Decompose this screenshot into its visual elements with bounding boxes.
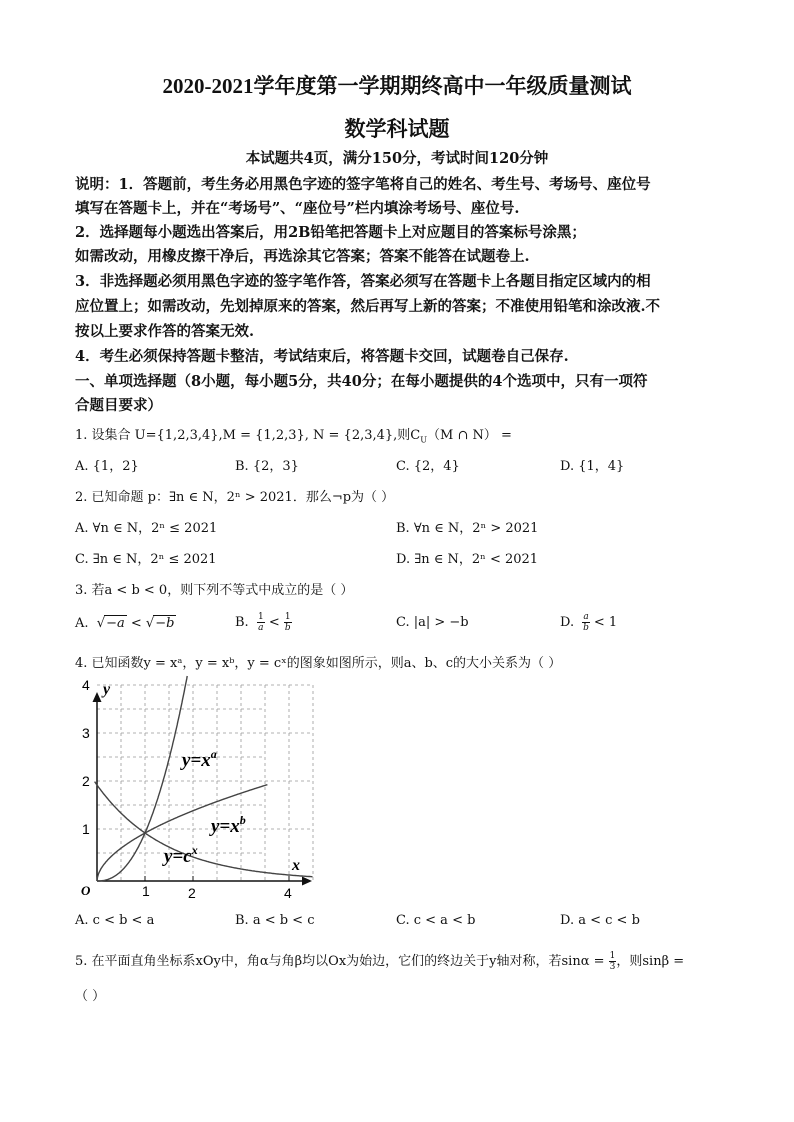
- q5-answer-blank: （ ）: [75, 989, 106, 1004]
- q3-d-label: D.: [560, 615, 575, 630]
- x-tick-4: 4: [284, 885, 292, 901]
- q3-d-frac: [582, 612, 589, 633]
- q3-b-frac-1: [257, 612, 265, 633]
- q2-option-c: C. ∃n ∈ N，2ⁿ ≤ 2021: [75, 552, 217, 567]
- question-1-stem: [75, 424, 512, 445]
- q4-option-d: D. a < c < b: [560, 913, 640, 928]
- q1-option-b: B. {2，3}: [235, 459, 299, 474]
- q5-frac-num: 1: [609, 951, 616, 961]
- q3-b-num-2: 1: [284, 612, 291, 622]
- x-axis-arrow: [302, 877, 312, 886]
- y-tick-1: 1: [82, 821, 90, 837]
- instruction-line-5: 3．非选择题必须用黑色字迹的签字笔作答，答案必须写在答题卡上各题目指定区域内的相: [75, 273, 651, 290]
- q3-option-b: [235, 612, 292, 633]
- q2-option-b: B. ∀n ∈ N，2ⁿ > 2021: [396, 521, 539, 536]
- label-cx-exp: x: [191, 843, 198, 857]
- instruction-line-6: 应位置上；如需改动，先划掉原来的答案，然后再写上新的答案；不准使用铅笔和涂改液.不: [75, 298, 661, 315]
- question-5-stem: [75, 950, 684, 972]
- q5-stem-tail: ，则sinβ =: [616, 954, 685, 969]
- section-heading: 一、单项选择题（8小题，每小题5分，共40分；在每小题提供的4个选项中，只有一项符: [75, 373, 648, 390]
- instruction-line-8: 4．考生必须保持答题卡整洁，考试结束后，将答题卡交回，试题卷自己保存.: [75, 348, 569, 365]
- q5-frac-den: 3: [609, 962, 616, 972]
- q3-b-den-1: a: [258, 623, 264, 633]
- instruction-line-4: 如需改动，用橡皮擦干净后，再选涂其它答案；答案不能答在试题卷上.: [75, 248, 530, 265]
- q3-b-lt: <: [268, 615, 280, 630]
- q3-a-radicand-1: −a: [106, 616, 125, 631]
- q3-a-radicand-2: −b: [155, 616, 175, 631]
- question-2-stem: 2. 已知命题 p：∃n ∈ N，2ⁿ > 2021．那么¬p为（ ）: [75, 490, 395, 505]
- section-heading-cont: 合题目要求）: [75, 397, 162, 414]
- q5-stem-text: 5. 在平面直角坐标系xOy中，角α与角β均以Ox为始边，它们的终边关于y轴对称，若sinα =: [75, 954, 605, 969]
- q3-option-d: [560, 612, 617, 633]
- x-tick-1: 1: [142, 883, 150, 899]
- q3-option-c: C. |a| > −b: [396, 615, 469, 630]
- q1-option-c: C. {2，4}: [396, 459, 460, 474]
- q3-d-tail: < 1: [593, 615, 618, 630]
- q3-a-label: A.: [75, 616, 89, 631]
- y-tick-2: 2: [82, 773, 90, 789]
- y-tick-3: 3: [82, 725, 90, 741]
- label-xb-exp: b: [239, 813, 246, 827]
- x-axis-label: x: [292, 857, 300, 874]
- question-3-stem: 3. 若a < b < 0，则下列不等式中成立的是（ ）: [75, 583, 354, 598]
- label-xb-base: y=x: [211, 816, 240, 837]
- q2-option-d: D. ∃n ∈ N，2ⁿ < 2021: [396, 552, 539, 567]
- label-y-x-a: [180, 747, 217, 771]
- q3-b-num-1: 1: [257, 612, 264, 622]
- q3-option-a: A. √−a < √−b: [75, 616, 175, 631]
- q3-d-den: b: [583, 623, 589, 633]
- y-axis-arrow: [93, 692, 102, 702]
- x-tick-2: 2: [188, 885, 196, 901]
- exam-title: 2020-2021学年度第一学期期终高中一年级质量测试: [162, 74, 632, 98]
- q3-d-num: a: [583, 612, 589, 622]
- label-cx-base: y=c: [164, 846, 192, 867]
- label-xa-exp: a: [210, 747, 217, 761]
- label-y-c-x: [162, 843, 198, 867]
- origin-label: O: [81, 883, 91, 898]
- q2-option-a: A. ∀n ∈ N，2ⁿ ≤ 2021: [75, 521, 218, 536]
- q1-stem-tail: （M ∩ N） =: [427, 428, 512, 443]
- instruction-line-3: 2．选择题每小题选出答案后，用2B铅笔把答题卡上对应题目的答案标号涂黑；: [75, 224, 586, 241]
- q1-option-d: D. {1，4}: [560, 459, 625, 474]
- function-graph: [66, 672, 318, 904]
- exam-info: 本试题共4页，满分150分，考试时间120分钟: [245, 150, 549, 167]
- q4-option-a: A. c < b < a: [75, 913, 155, 928]
- y-axis-label: y: [103, 681, 111, 698]
- q1-stem-text: 1. 设集合 U={1,2,3,4},M = {1,2,3}, N = {2,3,4},则C: [75, 428, 421, 443]
- q3-b-den-2: b: [284, 623, 291, 633]
- q4-option-b: B. a < b < c: [235, 913, 315, 928]
- question-4-stem: 4. 已知函数y = xᵃ，y = xᵇ，y = cˣ的图象如图所示，则a、b、c的大小关系为（ ）: [75, 656, 562, 671]
- instruction-line-2: 填写在答题卡上，并在“考场号”、“座位号”栏内填涂考场号、座位号.: [75, 200, 520, 217]
- q3-b-label: B.: [235, 615, 249, 630]
- q4-option-c: C. c < a < b: [396, 913, 476, 928]
- exam-subtitle: 数学科试题: [344, 117, 450, 141]
- y-tick-4: 4: [82, 677, 90, 693]
- label-y-x-b: [209, 813, 246, 837]
- q1-option-a: A. {1，2}: [75, 459, 139, 474]
- instruction-line-7: 按以上要求作答的答案无效.: [75, 323, 255, 340]
- q1-subscript: U: [420, 435, 428, 445]
- label-xa-base: y=x: [182, 750, 211, 771]
- q3-a-lt: <: [130, 616, 142, 631]
- graph-grid: [97, 685, 313, 881]
- instruction-line-1: 说明：1．答题前，考生务必用黑色字迹的签字笔将自己的姓名、考生号、考场号、座位号: [75, 176, 651, 193]
- q3-b-frac-2: [284, 612, 292, 633]
